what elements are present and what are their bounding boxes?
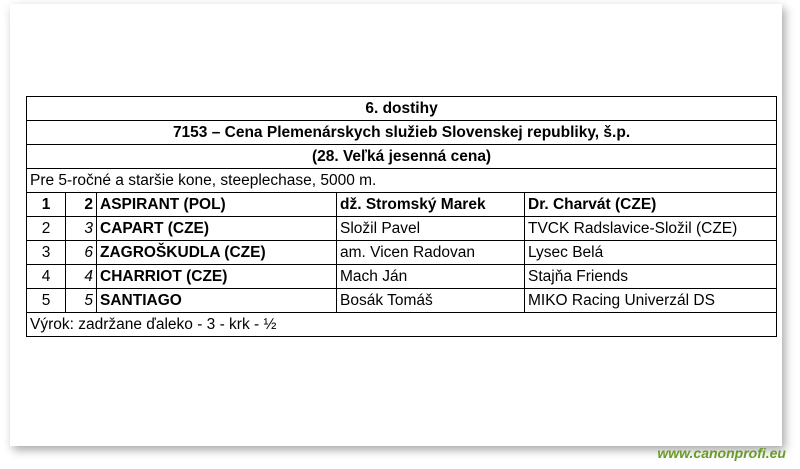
race-name: 7153 – Cena Plemenárskych služieb Slovenskej republiky, š.p. (27, 121, 777, 145)
result-horse: SANTIAGO (97, 289, 337, 313)
result-rider: Složil Pavel (337, 217, 525, 241)
result-horse: CHARRIOT (CZE) (97, 265, 337, 289)
race-conditions: Pre 5-ročné a staršie kone, steeplechase, 5000 m. (27, 169, 777, 193)
race-margins: Výrok: zadržane ďaleko - 3 - krk - ½ (27, 313, 777, 337)
result-place: 5 (27, 289, 66, 313)
result-row (27, 217, 777, 241)
race-subtitle: (28. Veľká jesenná cena) (27, 145, 777, 169)
result-row (27, 241, 777, 265)
result-place: 3 (27, 241, 66, 265)
race-conditions-row (27, 169, 777, 193)
result-trainer: Dr. Charvát (CZE) (525, 193, 777, 217)
result-number: 5 (66, 289, 97, 313)
result-horse: CAPART (CZE) (97, 217, 337, 241)
watermark: www.canonprofi.eu (657, 445, 786, 461)
margins-row (27, 313, 777, 337)
result-place: 4 (27, 265, 66, 289)
result-rider: Bosák Tomáš (337, 289, 525, 313)
result-horse: ZAGROŠKUDLA (CZE) (97, 241, 337, 265)
result-number: 4 (66, 265, 97, 289)
result-trainer: TVCK Radslavice-Složil (CZE) (525, 217, 777, 241)
result-place: 2 (27, 217, 66, 241)
result-rider: am. Vicen Radovan (337, 241, 525, 265)
result-horse: ASPIRANT (POL) (97, 193, 337, 217)
result-rider: dž. Stromský Marek (337, 193, 525, 217)
race-number-row (27, 97, 777, 121)
result-place: 1 (27, 193, 66, 217)
race-name-row (27, 121, 777, 145)
race-number: 6. dostihy (27, 97, 777, 121)
result-rider: Mach Ján (337, 265, 525, 289)
result-number: 6 (66, 241, 97, 265)
result-row (27, 265, 777, 289)
race-subtitle-row (27, 145, 777, 169)
result-number: 3 (66, 217, 97, 241)
result-row (27, 289, 777, 313)
result-row (27, 193, 777, 217)
race-results-table (26, 96, 777, 337)
result-trainer: Stajňa Friends (525, 265, 777, 289)
result-trainer: MIKO Racing Univerzál DS (525, 289, 777, 313)
result-trainer: Lysec Belá (525, 241, 777, 265)
result-number: 2 (66, 193, 97, 217)
